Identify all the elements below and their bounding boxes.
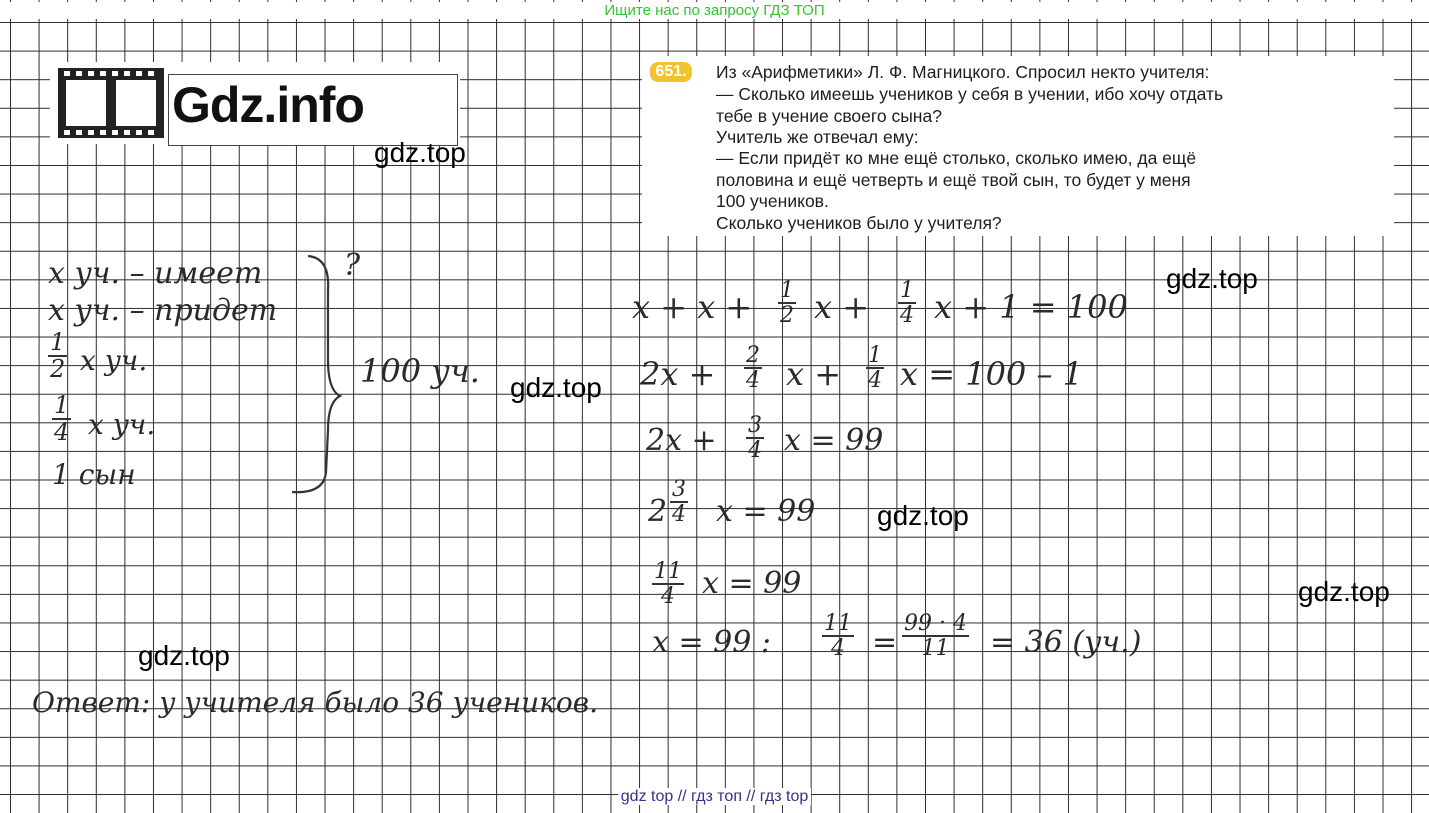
fraction-denominator: 4	[868, 368, 882, 394]
equation-part: x = 99	[784, 423, 884, 458]
fraction-numerator: 2	[746, 343, 760, 368]
fraction-denominator: 4	[748, 438, 762, 464]
fraction	[778, 279, 796, 327]
watermark: gdz.top	[1298, 576, 1390, 607]
fraction	[652, 560, 684, 608]
problem-line: Сколько учеников было у учителя?	[716, 213, 1002, 233]
problem-statement	[642, 56, 1394, 236]
fraction-denominator: 4	[661, 584, 675, 610]
fraction	[898, 279, 916, 327]
equation-part: 2x +	[640, 355, 716, 393]
fraction-numerator: 3	[748, 413, 762, 438]
curly-brace	[288, 250, 348, 500]
fraction-numerator: 1	[50, 328, 66, 356]
fraction-denominator: 4	[54, 418, 70, 447]
total-students: 100 уч.	[360, 352, 480, 390]
equation-part: 2x +	[646, 423, 717, 458]
fraction	[746, 414, 764, 462]
fraction-denominator: 2	[50, 355, 66, 384]
fraction-denominator: 4	[672, 502, 686, 528]
problem-line: половина и ещё четверть и ещё твой сын, то будет у меня	[716, 170, 1191, 190]
condition-line: x уч. – имеет	[48, 256, 263, 291]
fraction-numerator: 1	[54, 391, 70, 419]
equation-part: = 36 (уч.)	[990, 625, 1142, 660]
answer-line: Ответ: у учителя было 36 учеников.	[32, 686, 598, 719]
condition-line: x уч. – придет	[48, 293, 278, 328]
question-mark: ?	[344, 248, 361, 283]
footer-text[interactable]: gdz top // гдз топ // гдз top	[618, 788, 811, 805]
equation-part: x = 99	[702, 566, 802, 601]
film-strip-icon	[56, 66, 166, 140]
watermark: gdz.top	[877, 500, 969, 531]
equation-part: x + 1 = 100	[934, 288, 1128, 326]
fraction-numerator: 3	[672, 477, 686, 502]
search-banner[interactable]: Ищите нас по запросу ГДЗ ТОП	[0, 2, 1429, 19]
condition-line: x уч.	[80, 344, 148, 377]
footer-links[interactable]	[0, 788, 1429, 806]
fraction	[866, 344, 884, 392]
fraction-denominator: 4	[900, 303, 914, 329]
fraction	[744, 344, 762, 392]
fraction-numerator: 11	[654, 559, 682, 584]
logo-text: Gdz.info	[172, 77, 364, 133]
fraction	[48, 330, 67, 382]
fraction-denominator: 2	[780, 303, 794, 329]
fraction-numerator: 1	[780, 278, 794, 303]
equation-part: x +	[786, 355, 842, 393]
equation-part: x + x +	[632, 288, 753, 326]
watermark: gdz.top	[138, 640, 230, 671]
fraction	[902, 612, 969, 660]
fraction-numerator: 1	[868, 343, 882, 368]
fraction-numerator: 1	[900, 278, 914, 303]
problem-line: Из «Арифметики» Л. Ф. Магницкого. Спросил некто учителя:	[716, 62, 1210, 82]
problem-line: тебе в учение своего сына?	[716, 106, 942, 126]
watermark: gdz.top	[510, 372, 602, 403]
problem-line: — Если придёт ко мне ещё столько, сколько имею, да ещё	[716, 148, 1197, 168]
fraction-denominator: 4	[831, 636, 845, 662]
problem-line: — Сколько имеешь учеников у себя в учении, ибо хочу отдать	[716, 84, 1224, 104]
equation-part: x = 99	[716, 494, 816, 529]
fraction-numerator: 99 · 4	[904, 611, 967, 636]
equation-part: 2	[648, 494, 668, 529]
equation-part: x +	[814, 288, 870, 326]
problem-number: 651.	[650, 62, 692, 82]
fraction-numerator: 11	[824, 611, 852, 636]
fraction	[670, 478, 688, 526]
site-logo[interactable]	[50, 62, 460, 144]
fraction	[52, 393, 71, 445]
equation-part: x = 99 :	[652, 625, 771, 660]
fraction	[822, 612, 854, 660]
equation-part: x = 100 – 1	[900, 355, 1083, 393]
problem-line: 100 учеников.	[716, 191, 829, 211]
condition-line: x уч.	[88, 408, 156, 441]
problem-line: Учитель же отвечал ему:	[716, 127, 919, 147]
fraction-denominator: 4	[746, 368, 760, 394]
condition-line: 1 сын	[52, 458, 136, 491]
watermark: gdz.top	[374, 137, 466, 168]
fraction-denominator: 11	[921, 636, 950, 662]
equation-part: =	[872, 625, 898, 660]
watermark: gdz.top	[1166, 263, 1258, 294]
